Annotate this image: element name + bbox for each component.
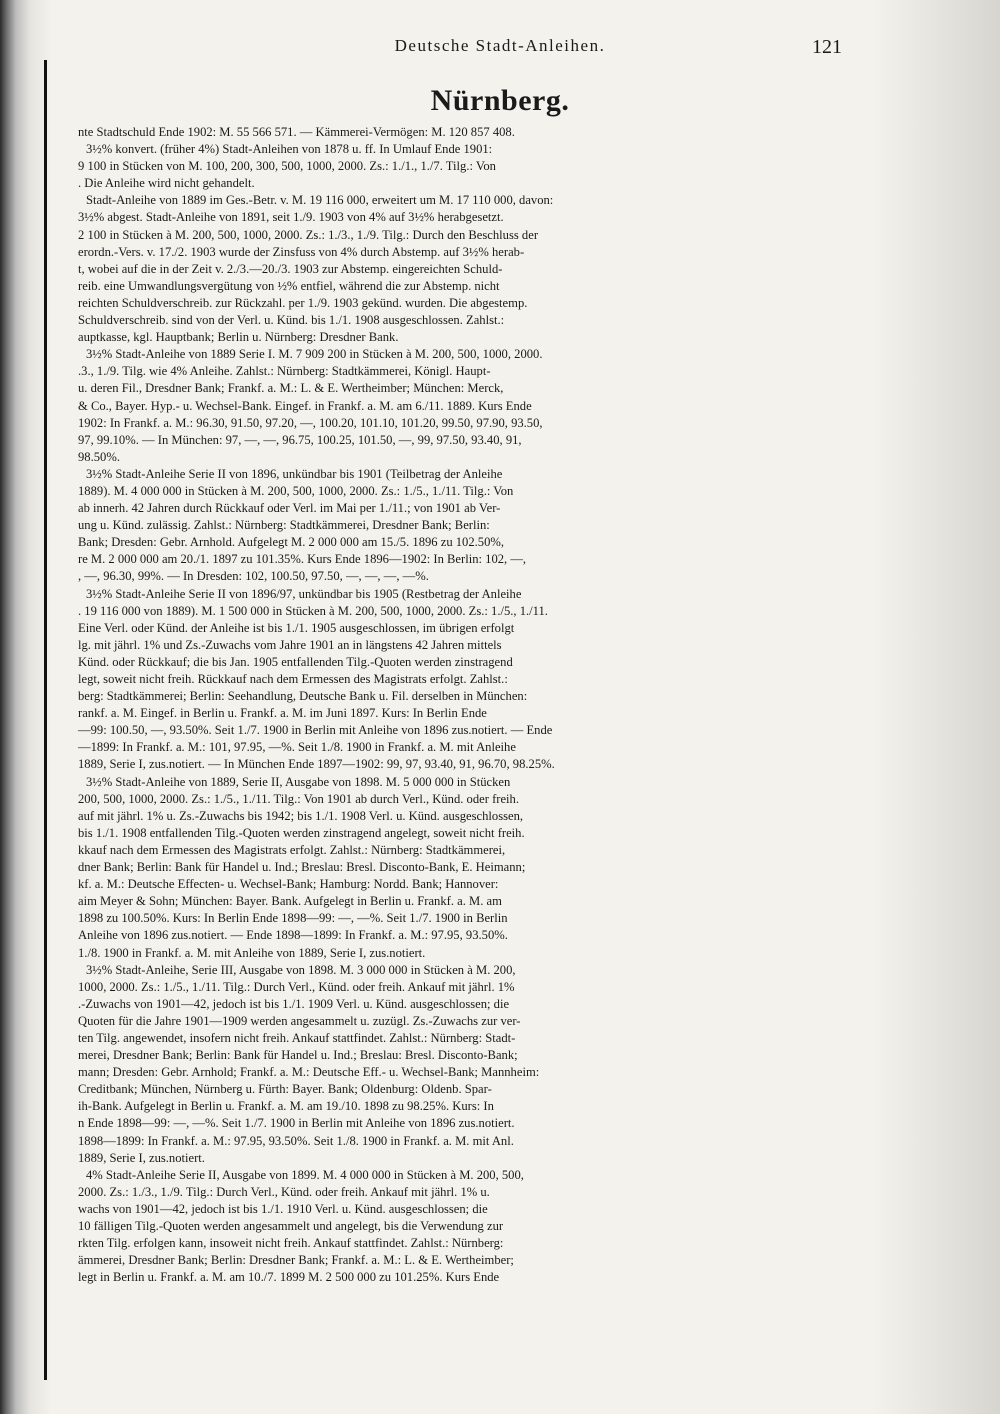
page-shading	[870, 0, 1000, 1414]
paragraph-loan-1896-97: 3½% Stadt-Anleihe Serie II von 1896/97, unkündbar bis 1905 (Restbetrag der Anleihe . 19 116 000 von 1889). M. 1 500 000 in Stücken à M. 200, 500, 1000, 2000. Zs.: 1./5., 1./11. Eine Verl. oder Künd. der Anleihe ist bis 1./1. 1905 ausgeschlossen, im übrigen erfolgt lg. mit jährl. 1% und Zs.-Zuwachs vom Jahre 1901 an in längstens 42 Jahren mittels Künd. oder Rückkauf; die bis Jan. 1905 entfallenden Tilg.-Quoten werden zinstragend legt, soweit nicht freih. Rückkauf nach dem Ermessen des Magistrats erfolgt. Zahlst.: berg: Stadtkämmerei; Berlin: Seehandlung, Deutsche Bank u. Fil. derselben in München: rankf. a. M. Eingef. in Berlin u. Frankf. a. M. im Juni 1897. Kurs: In Berlin Ende —99: 100.50, —, 93.50%. Seit 1./7. 1900 in Berlin mit Anleihe von 1896 zus.notiert. — Ende —1899: In Frankf. a. M.: 101, 97.95, —%. Seit 1./8. 1900 in Frankf. a. M. mit Anleihe 1889, Serie I, zus.notiert. — In München Ende 1897—1902: 99, 97, 93.40, 91, 96.70, 98.25%.	[78, 586, 555, 772]
paragraph-loan-serie-2-1899: 4% Stadt-Anleihe Serie II, Ausgabe von 1899. M. 4 000 000 in Stücken à M. 200, 500, 2000. Zs.: 1./3., 1./9. Tilg.: Durch Verl., Künd. oder freih. Ankauf mit jährl. 1% u. wachs von 1901—42, jedoch ist bis 1./1. 1910 Verl. u. Künd. ausgeschlossen; die 10 fälligen Tilg.-Quoten werden angesammelt und angelegt, bis die Verwendung zur rkten Tilg. erfolgen kann, insoweit nicht freih. Ankauf stattfindet. Zahlst.: Nürnberg: ämmerei, Dresdner Bank; Berlin: Dresdner Bank; Frankf. a. M.: L. & E. Wertheimber; legt in Berlin u. Frankf. a. M. am 10./7. 1899 M. 2 500 000 zu 101.25%. Kurs Ende	[78, 1167, 524, 1285]
paragraph-loan-1889-1891: Stadt-Anleihe von 1889 im Ges.-Betr. v. M. 19 116 000, erweitert um M. 17 110 000, davon: 3½% abgest. Stadt-Anleihe von 1891, seit 1./9. 1903 von 4% auf 3½% herabgesetzt. 2 100 in Stücken à M. 200, 500, 1000, 2000. Zs.: 1./3., 1./9. Tilg.: Durch den Beschluss der erordn.-Vers. v. 17./2. 1903 wurde der Zinsfuss von 4% durch Abstemp. auf 3½% herab- t, wobei auf die in der Zeit v. 2./3.—20./3. 1903 zur Abstemp. eingereichten Schuld- reib. eine Umwandlungsvergütung von ½% entfiel, während die zur Abstemp. nicht reichten Schuldverschreib. zur Rückzahl. per 1./9. 1903 gekünd. wurden. Die abgestemp. Schuldverschreib. sind von der Verl. u. Künd. bis 1./1. 1908 ausgeschlossen. Zahlst.: auptkasse, kgl. Hauptbank; Berlin u. Nürnberg: Dresdner Bank.	[78, 193, 554, 345]
paragraph-loan-serie-3-1898: 3½% Stadt-Anleihe, Serie III, Ausgabe von 1898. M. 3 000 000 in Stücken à M. 200, 1000, 2000. Zs.: 1./5., 1./11. Tilg.: Durch Verl., Künd. oder freih. Ankauf mit jährl. 1% .-Zuwachs von 1901—42, jedoch ist bis 1./1. 1909 Verl. u. Künd. ausgeschlossen; die Quoten für die Jahre 1901—1909 werden angesammelt u. zuzügl. Zs.-Zuwachs zur ver- ten Tilg. angewendet, insofern nicht freih. Ankauf stattfindet. Zahlst.: Nürnberg: Stadt- merei, Dresdner Bank; Berlin: Bank für Handel u. Ind.; Breslau: Bresl. Disconto-Bank; mann; Dresden: Gebr. Arnhold; Frankf. a. M.: Deutsche Eff.- u. Wechsel-Bank; Mannheim: Creditbank; München, Nürnberg u. Fürth: Bayer. Bank; Oldenburg: Oldenb. Spar- ih-Bank. Aufgelegt in Berlin u. Frankf. a. M. am 19./10. 1898 zu 98.25%. Kurs: In n Ende 1898—99: —, —%. Seit 1./7. 1900 in Berlin mit Anleihe von 1896 zus.notiert. 1898—1899: In Frankf. a. M.: 97.95, 93.50%. Seit 1./8. 1900 in Frankf. a. M. mit Anl. 1889, Serie I, zus.notiert.	[78, 962, 540, 1165]
paragraph-loan-1889-serie-2-1898: 3½% Stadt-Anleihe von 1889, Serie II, Ausgabe von 1898. M. 5 000 000 in Stücken 200, 500, 1000, 2000. Zs.: 1./5., 1./11. Tilg.: Von 1901 ab durch Verl., Künd. oder freih. auf mit jährl. 1% u. Zs.-Zuwachs bis 1942; bis 1./1. 1908 Verl. u. Künd. ausgeschlossen, bis 1./1. 1908 entfallenden Tilg.-Quoten werden zinstragend angelegt, soweit nicht freih. kkauf nach dem Ermessen des Magistrats erfolgt. Zahlst.: Nürnberg: Stadtkämmerei, dner Bank; Berlin: Bank für Handel u. Ind.; Breslau: Bresl. Disconto-Bank, E. Heimann; kf. a. M.: Deutsche Effecten- u. Wechsel-Bank; Hamburg: Nordd. Bank; Hannover: aim Meyer & Sohn; München: Bayer. Bank. Aufgelegt in Berlin u. Frankf. a. M. am 1898 zu 100.50%. Kurs: In Berlin Ende 1898—99: —, —%. Seit 1./7. 1900 in Berlin Anleihe von 1896 zus.notiert. — Ende 1898—1899: In Frankf. a. M.: 97.95, 93.50%. 1./8. 1900 in Frankf. a. M. mit Anleihe von 1889, Serie I, zus.notiert.	[78, 774, 526, 960]
paragraph-debt-summary: nte Stadtschuld Ende 1902: M. 55 566 571. — Kämmerei-Vermögen: M. 120 857 408.	[78, 125, 515, 139]
paragraph-loan-1896: 3½% Stadt-Anleihe Serie II von 1896, unkündbar bis 1901 (Teilbetrag der Anleihe 1889). M. 4 000 000 in Stücken à M. 200, 500, 1000, 2000. Zs.: 1./5., 1./11. Tilg.: Von ab innerh. 42 Jahren durch Rückkauf oder Verl. im Mai per 1./11.; von 1901 ab Ver- ung u. Künd. zulässig. Zahlst.: Nürnberg: Stadtkämmerei, Dresdner Bank; Berlin: Bank; Dresden: Gebr. Arnhold. Aufgelegt M. 2 000 000 am 15./5. 1896 zu 102.50%, re M. 2 000 000 am 20./1. 1897 zu 101.35%. Kurs Ende 1896—1902: In Berlin: 102, —, , —, 96.30, 99%. — In Dresden: 102, 100.50, 97.50, —, —, —, —%.	[78, 466, 527, 584]
document-body	[78, 124, 864, 1286]
binding-rule	[44, 60, 47, 1380]
paragraph-loan-1878: 3½% konvert. (früher 4%) Stadt-Anleihen von 1878 u. ff. In Umlauf Ende 1901: 9 100 in Stücken von M. 100, 200, 300, 500, 1000, 2000. Zs.: 1./1., 1./7. Tilg.: Von . Die Anleihe wird nicht gehandelt.	[78, 142, 496, 191]
page-number: 121	[812, 36, 842, 58]
paragraph-loan-1889-serie-1: 3½% Stadt-Anleihe von 1889 Serie I. M. 7 909 200 in Stücken à M. 200, 500, 1000, 2000. .3., 1./9. Tilg. wie 4% Anleihe. Zahlst.: Nürnberg: Stadtkämmerei, Königl. Haupt- u. deren Fil., Dresdner Bank; Frankf. a. M.: L. & E. Wertheimber; München: Merck, & Co., Bayer. Hyp.- u. Wechsel-Bank. Eingef. in Frankf. a. M. am 6./11. 1889. Kurs Ende 1902: In Frankf. a. M.: 96.30, 91.50, 97.20, —, 100.20, 101.10, 101.20, 99.50, 97.90, 93.50, 97, 99.10%. — In München: 97, —, —, 96.75, 100.25, 101.50, —, 99, 97.50, 93.40, 91, 98.50%.	[78, 347, 543, 464]
section-heading: Nürnberg.	[430, 84, 570, 117]
running-head: Deutsche Stadt-Anleihen.	[394, 36, 606, 55]
